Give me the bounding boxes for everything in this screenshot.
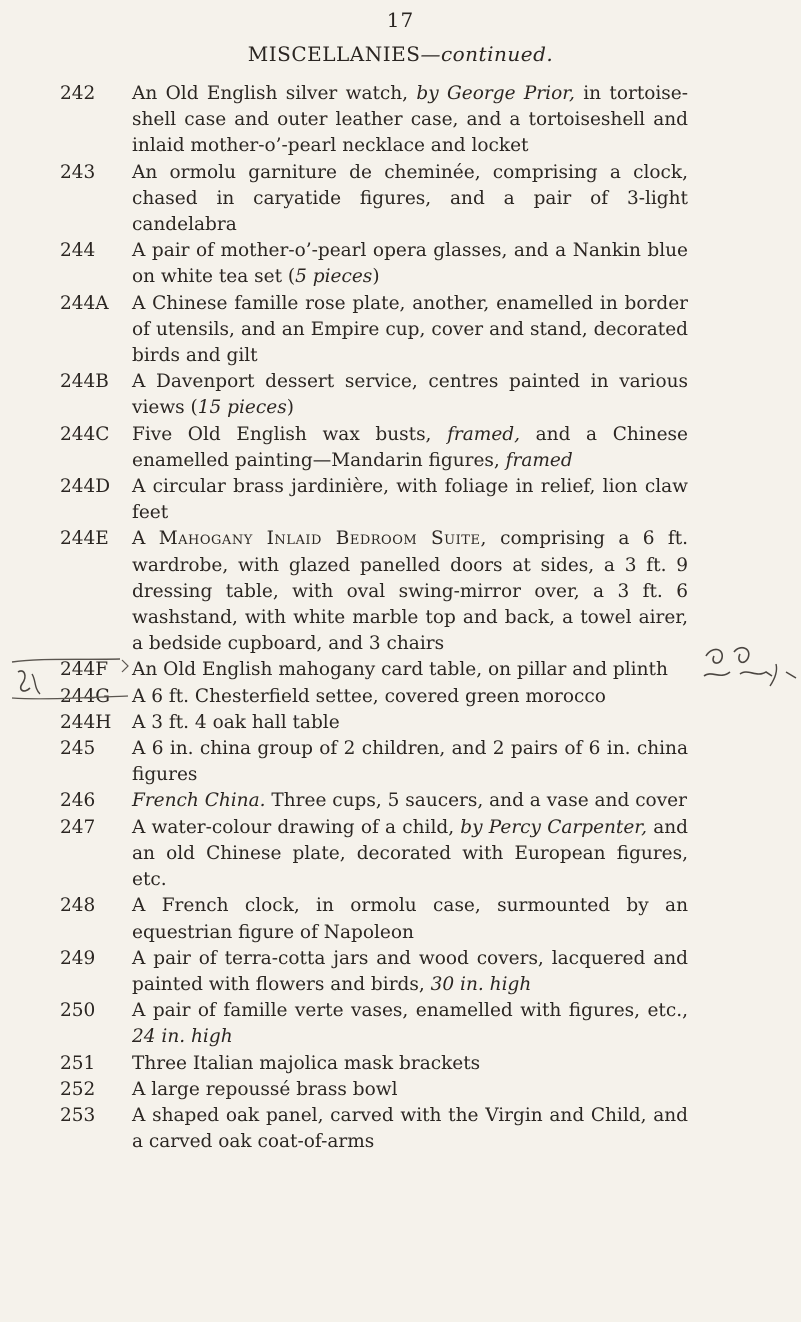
description-text: 5 pieces	[295, 266, 373, 288]
description-text: framed,	[447, 423, 521, 445]
description-text: A shaped oak panel, carved with the Virgin and Child, and a carved oak coat-of-arms	[132, 1104, 688, 1153]
lot-description	[132, 83, 688, 156]
lot-number: 248	[60, 895, 96, 917]
lot-number: 253	[60, 1104, 96, 1126]
lot-number: 244G	[60, 685, 111, 707]
description-text: and an old Chinese plate, decorated with European figures, etc.	[132, 816, 689, 891]
lot-number: 244B	[60, 371, 109, 393]
margin-pencil-mark	[700, 642, 800, 688]
lot-number: 244E	[60, 528, 109, 550]
lot-entry	[60, 1103, 688, 1155]
lot-number: 244	[60, 240, 96, 262]
lot-entry	[60, 291, 688, 370]
lot-description	[132, 948, 688, 995]
heading-main: MISCELLANIES	[247, 42, 421, 66]
description-text: French China.	[132, 790, 266, 812]
lot-entry	[60, 81, 688, 160]
lot-description	[132, 895, 688, 942]
description-text: A pair of mother-o’-pearl opera glasses, and a Nankin blue on white tea set (	[132, 240, 688, 288]
lot-description	[132, 528, 688, 654]
lot-description	[132, 1053, 480, 1074]
description-text: A Davenport dessert service, centres painted in various views (	[132, 371, 688, 419]
description-text: 30 in. high	[430, 973, 532, 995]
description-text: comprising a 6 ft. wardrobe, with glazed panelled doors at sides, a 3 ft. 9 dressing table, with oval swing-mirror over, a 3 ft. 6 washstand, with white marble top and back, a towel airer, a bedside cupboard, and 3 chairs	[132, 528, 689, 655]
description-text: and a Chinese enamelled painting—Mandarin figures,	[132, 423, 688, 471]
lot-description	[132, 162, 688, 235]
lot-number: 250	[60, 1000, 96, 1022]
lot-entry	[60, 422, 688, 474]
lot-number: 244F	[60, 659, 109, 681]
lot-entry	[60, 1051, 688, 1077]
lot-list	[60, 81, 688, 1155]
description-text: A French clock, in ormolu case, surmounted by an equestrian figure of Napoleon	[132, 895, 688, 943]
lot-number: 246	[60, 790, 96, 812]
lot-number: 243	[60, 161, 96, 183]
description-text: by Percy Carpenter,	[460, 816, 648, 838]
lot-entry	[60, 893, 688, 945]
lot-entry	[60, 736, 688, 788]
description-text: A circular brass jardinière, with foliage in relief, lion claw feet	[132, 476, 688, 524]
lot-entry	[60, 710, 688, 736]
lot-entry	[60, 526, 688, 657]
lot-description	[132, 240, 688, 287]
description-text: Mahogany Inlaid Bedroom Suite,	[158, 528, 487, 550]
page-number: 17	[386, 8, 415, 32]
lot-number: 251	[60, 1052, 96, 1074]
description-text: )	[286, 397, 294, 419]
lot-description	[132, 659, 668, 680]
description-text: A pair of famille verte vases, enamelled with figures, etc.,	[132, 1000, 688, 1022]
description-text: A pair of terra-cotta jars and wood covers, lacquered and painted with flowers and birds,	[132, 947, 688, 995]
lot-entry	[60, 160, 688, 239]
lot-description	[132, 371, 688, 418]
lot-description	[132, 476, 688, 523]
description-text: Three cups, 5 saucers, and a vase and cover	[265, 790, 687, 812]
lot-number: 247	[60, 816, 96, 838]
description-text: 15 pieces	[197, 397, 287, 419]
description-text: by George Prior,	[416, 83, 575, 104]
lot-entry	[60, 238, 688, 290]
description-text: A Chinese famille rose plate, another, enamelled in border of utensils, and an Empire cup, cover and stand, decorated birds and gilt	[132, 292, 688, 367]
description-text: 24 in. high	[132, 1026, 233, 1048]
lot-description	[132, 293, 688, 366]
description-text: A 6 ft. Chesterfield settee, covered green morocco	[132, 685, 606, 707]
description-text: An Old English mahogany card table, on pillar and plinth	[132, 659, 668, 681]
pencil-scribble-mark	[10, 654, 175, 706]
lot-description	[132, 738, 688, 785]
description-text: A large repoussé brass bowl	[132, 1078, 398, 1100]
description-text: A 3 ft. 4 oak hall table	[132, 711, 340, 733]
lot-description	[132, 686, 606, 707]
lot-description	[132, 817, 688, 890]
description-text: A 6 in. china group of 2 children, and 2 pairs of 6 in. china figures	[132, 738, 688, 786]
lot-description	[132, 424, 688, 471]
description-text: framed	[505, 449, 573, 471]
lot-description	[132, 1079, 398, 1100]
lot-description	[132, 1105, 688, 1152]
lot-number: 245	[60, 738, 96, 760]
lot-number: 244D	[60, 476, 111, 498]
description-text: Three Italian majolica mask brackets	[132, 1052, 481, 1074]
heading-suffix: —continued.	[420, 42, 554, 66]
description-text: )	[372, 266, 380, 288]
description-text: An Old English silver watch,	[132, 83, 417, 104]
lot-number: 244A	[60, 292, 109, 314]
lot-entry	[60, 998, 688, 1050]
lot-entry	[60, 788, 688, 814]
lot-number: 244H	[60, 711, 112, 733]
lot-description	[132, 712, 340, 733]
description-text: in tortoise-shell case and outer leather case, and a tortoiseshell and inlaid mother-o’-pearl necklace and locket	[132, 83, 688, 157]
page-heading	[0, 42, 801, 66]
lot-entry	[60, 474, 688, 526]
lot-entry	[60, 1077, 688, 1103]
description-text: Five Old English wax busts,	[132, 423, 448, 445]
lot-number: 244C	[60, 423, 110, 445]
lot-number: 249	[60, 947, 96, 969]
description-text: An ormolu garniture de cheminée, comprising a clock, chased in caryatide figures, and a pair of 3-light candelabra	[132, 161, 688, 236]
lot-description	[132, 790, 687, 811]
lot-description	[132, 1000, 688, 1047]
lot-number: 242	[60, 83, 96, 104]
description-text: A	[132, 528, 159, 550]
lot-number: 252	[60, 1078, 96, 1100]
lot-entry	[60, 815, 688, 894]
lot-entry	[60, 946, 688, 998]
description-text: A water-colour drawing of a child,	[132, 816, 461, 838]
lot-entry	[60, 369, 688, 421]
